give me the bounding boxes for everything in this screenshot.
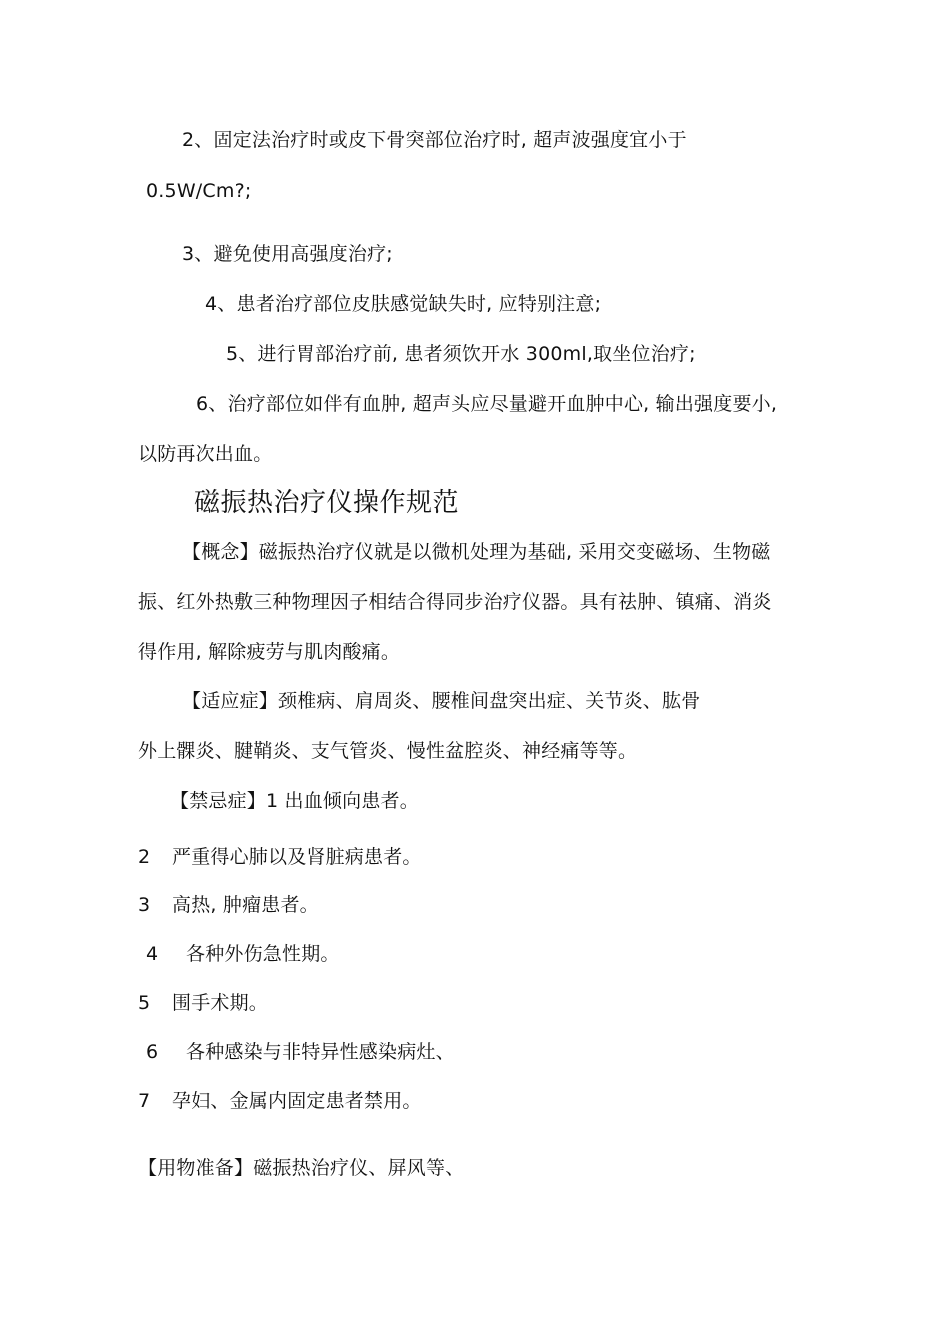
paragraph-3: 3、避免使用高强度治疗; (182, 243, 393, 265)
contraindication-item (138, 892, 319, 918)
concept-line-2: 振、红外热敷三种物理因子相结合得同步治疗仪器。具有祛肿、镇痛、消炎 (138, 591, 772, 613)
section-title: 磁振热治疗仪操作规范 (194, 488, 460, 518)
concept-line-1: 【概念】磁振热治疗仪就是以微机处理为基础, 采用交变磁场、生物磁 (182, 541, 771, 563)
item-number: 2 (138, 846, 151, 868)
indications-line-1: 【适应症】颈椎病、肩周炎、腰椎间盘突出症、关节炎、肱骨 (182, 690, 701, 712)
item-text: 孕妇、金属内固定患者禁用。 (172, 1090, 422, 1112)
paragraph-6-line-2: 以防再次出血。 (138, 443, 273, 465)
item-number: 3 (138, 894, 151, 916)
item-number: 6 (146, 1041, 159, 1063)
indications-line-2: 外上髁炎、腱鞘炎、支气管炎、慢性盆腔炎、神经痛等等。 (138, 740, 638, 762)
item-text: 各种外伤急性期。 (186, 943, 340, 965)
paragraph-2-line-1: 2、固定法治疗时或皮下骨突部位治疗时, 超声波强度宜小于 (182, 129, 687, 151)
item-text: 围手术期。 (172, 992, 269, 1014)
item-text: 严重得心肺以及肾脏病患者。 (172, 846, 422, 868)
contraindication-item (138, 990, 268, 1016)
contraindication-item (146, 1039, 455, 1065)
item-text: 高热, 肿瘤患者。 (172, 894, 319, 916)
item-number: 4 (146, 943, 159, 965)
item-number: 5 (138, 992, 151, 1014)
paragraph-6-line-1: 6、治疗部位如伴有血肿, 超声头应尽量避开血肿中心, 输出强度要小, (196, 393, 778, 415)
item-text: 各种感染与非特异性感染病灶、 (186, 1041, 455, 1063)
contraindication-item (138, 844, 422, 870)
contraindication-item (146, 941, 340, 967)
paragraph-2-line-2: 0.5W/Cm?; (146, 180, 252, 202)
supplies-line: 【用物准备】磁振热治疗仪、屏风等、 (138, 1157, 465, 1179)
paragraph-5: 5、进行胃部治疗前, 患者须饮开水 300ml,取坐位治疗; (226, 343, 696, 365)
concept-line-3: 得作用, 解除疲劳与肌肉酸痛。 (138, 641, 401, 663)
paragraph-4: 4、患者治疗部位皮肤感觉缺失时, 应特别注意; (205, 293, 602, 315)
contraindication-item (138, 1088, 422, 1114)
contraindications-heading: 【禁忌症】1 出血倾向患者。 (170, 790, 419, 812)
item-number: 7 (138, 1090, 151, 1112)
